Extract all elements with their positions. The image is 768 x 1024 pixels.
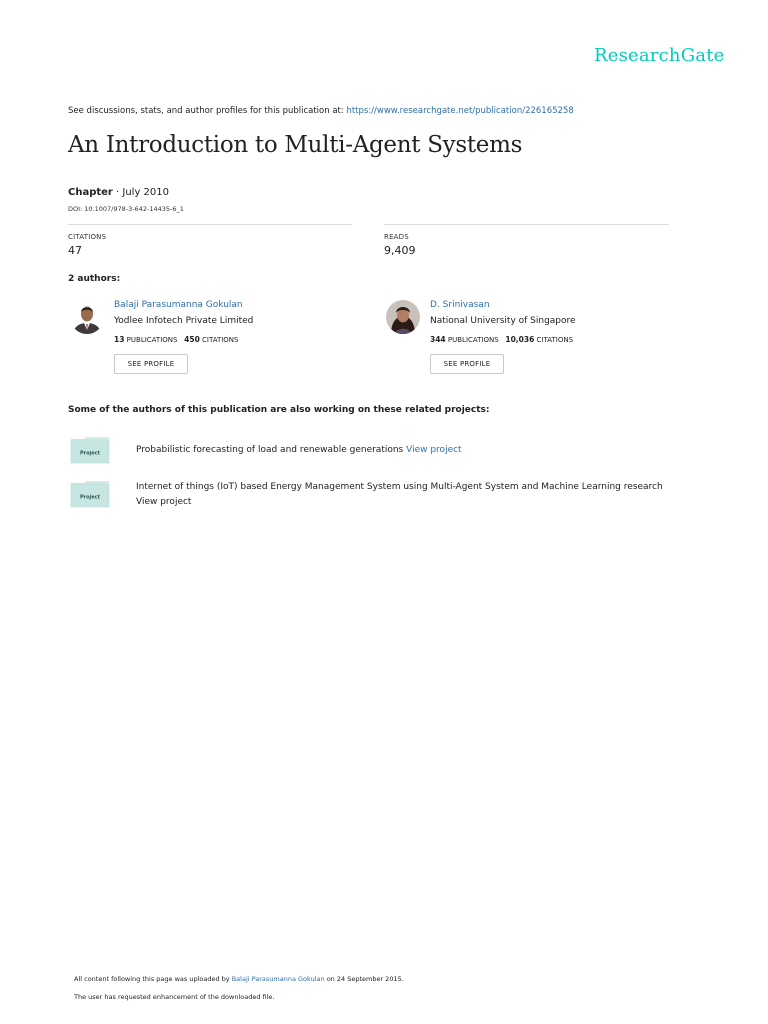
author-affiliation: National University of Singapore bbox=[430, 316, 576, 326]
author-name-link[interactable]: D. Srinivasan bbox=[430, 300, 490, 310]
publication-date: · July 2010 bbox=[112, 187, 170, 198]
project-folder-icon[interactable] bbox=[70, 437, 110, 464]
researchgate-logo[interactable]: ResearchGate bbox=[594, 45, 725, 66]
reads-label: READS bbox=[384, 233, 409, 241]
citations-value: 47 bbox=[68, 244, 82, 257]
project-title: Internet of things (IoT) based Energy Management System using Multi-Agent System and Machine Learning research bbox=[136, 482, 663, 492]
publications-count: 344 bbox=[430, 335, 446, 344]
divider bbox=[68, 224, 352, 225]
citations-count: 450 bbox=[184, 335, 200, 344]
citations-label: CITATIONS bbox=[202, 336, 239, 344]
publication-url-link[interactable]: https://www.researchgate.net/publication/226165258 bbox=[346, 106, 574, 116]
publications-label: PUBLICATIONS bbox=[447, 336, 499, 344]
project-title: Probabilistic forecasting of load and renewable generations bbox=[136, 445, 404, 455]
upload-note bbox=[74, 975, 404, 983]
upload-prefix: All content following this page was uploaded by bbox=[74, 975, 232, 983]
publications-count: 13 bbox=[114, 335, 125, 344]
authors-heading: 2 authors: bbox=[68, 274, 121, 284]
see-profile-button[interactable]: SEE PROFILE bbox=[430, 354, 504, 374]
publication-type: Chapter bbox=[68, 187, 113, 198]
discussion-prefix: See discussions, stats, and author profiles for this publication at: bbox=[68, 106, 347, 116]
upload-suffix: on 24 September 2015. bbox=[324, 975, 404, 983]
view-project-link[interactable]: View project bbox=[406, 445, 462, 455]
author-photo-icon bbox=[70, 300, 104, 334]
reads-value: 9,409 bbox=[384, 244, 416, 257]
divider bbox=[384, 224, 669, 225]
project-item bbox=[136, 445, 462, 455]
related-projects-heading: Some of the authors of this publication are also working on these related projects: bbox=[68, 405, 490, 415]
project-icon-label: Project bbox=[79, 450, 101, 457]
discussion-line bbox=[68, 106, 574, 116]
author-name-link[interactable]: Balaji Parasumanna Gokulan bbox=[114, 300, 243, 310]
page-title: An Introduction to Multi-Agent Systems bbox=[68, 132, 523, 158]
project-folder-icon[interactable] bbox=[70, 481, 110, 508]
citations-count: 10,036 bbox=[505, 335, 535, 344]
project-icon-label: Project bbox=[79, 494, 101, 501]
avatar[interactable] bbox=[386, 300, 420, 334]
citations-label: CITATIONS bbox=[536, 336, 574, 344]
enhancement-note: The user has requested enhancement of the downloaded file. bbox=[74, 993, 275, 1001]
author-affiliation: Yodlee Infotech Private Limited bbox=[114, 316, 254, 326]
view-project-link[interactable]: View project bbox=[136, 497, 192, 507]
publication-meta bbox=[68, 187, 169, 198]
publication-doi: DOI: 10.1007/978-3-642-14435-6_1 bbox=[68, 205, 184, 213]
author-stats bbox=[430, 335, 573, 344]
publications-label: PUBLICATIONS bbox=[126, 336, 178, 344]
citations-label: CITATIONS bbox=[68, 233, 107, 241]
see-profile-button[interactable]: SEE PROFILE bbox=[114, 354, 188, 374]
author-stats bbox=[114, 335, 239, 344]
avatar[interactable] bbox=[70, 300, 104, 334]
uploader-link[interactable]: Balaji Parasumanna Gokulan bbox=[231, 975, 325, 983]
author-photo-icon bbox=[386, 300, 420, 334]
